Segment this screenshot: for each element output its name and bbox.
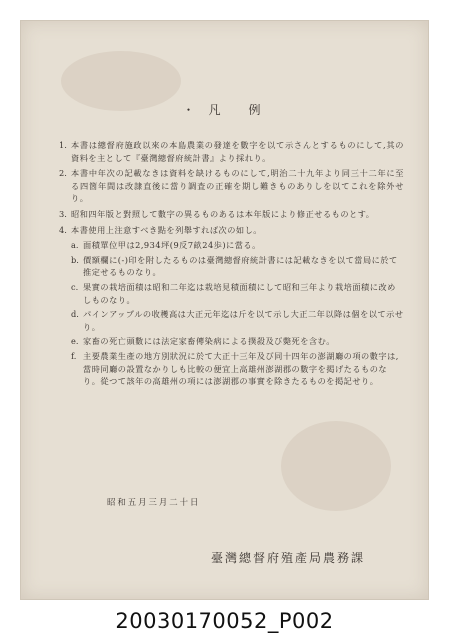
sub-note-mark: d. xyxy=(71,309,79,320)
sub-note-text: パインアップルの收穫高は大正元年迄は斤を以て示し大正二年以降は個を以て示せり。 xyxy=(83,309,404,332)
document-date: 昭和五月三月二十日 xyxy=(107,497,201,507)
note-number: 3. xyxy=(59,208,67,219)
sub-note-mark: e. xyxy=(71,336,79,347)
note-text: 本書中年次の記載なきは資料を缺けるものにして,明治二十九年より同三十二年に至る四箇年間は改隷直後に當り調査の正確を期し難きものありしを以てこれを除外せり。 xyxy=(71,168,404,204)
note-text: 本書は總督府施政以來の本島農業の發達を數字を以て示さんとするものにして,其の資料を主として『臺灣總督府統計書』より採れり。 xyxy=(71,140,404,163)
note-number: 2. xyxy=(59,168,67,179)
sub-note-text: 果實の栽培面積は昭和二年迄は栽培見積面積にして昭和三年より栽培面積に改めしものなり。 xyxy=(83,281,396,305)
note-text: 昭和四年版と對照して數字の異るものあるは本年版により修正せるものとす。 xyxy=(71,208,375,219)
sub-note-text: 家畜の死亡頭數には法定家畜傳染病による撲殺及び斃死を含む。 xyxy=(83,336,335,347)
document-issuer: 臺灣總督府殖產局農務課 xyxy=(211,551,366,565)
sub-note-text: 面積單位甲は2,934坪(9反7畝24歩)に當る。 xyxy=(83,240,261,251)
sub-note-mark: f. xyxy=(71,350,77,361)
note-number: 4. xyxy=(59,224,67,235)
sub-note-mark: a. xyxy=(71,240,79,251)
note-item xyxy=(59,139,404,164)
sub-note xyxy=(59,239,404,252)
title-dot: ・ xyxy=(182,103,203,117)
image-caption: 20030170052_P002 xyxy=(115,609,334,633)
sub-note-text: 價額欄に(-)印を附したるものは臺灣總督府統計書には記載なきを以て當局に於て推定せるものなり。 xyxy=(83,254,398,278)
note-item xyxy=(59,208,404,221)
document-title xyxy=(21,101,430,118)
note-item xyxy=(59,224,404,237)
sub-note xyxy=(59,335,404,348)
document-page xyxy=(20,20,429,600)
sub-note xyxy=(59,254,404,279)
sub-note xyxy=(59,350,404,388)
note-item xyxy=(59,167,404,205)
paper-stain xyxy=(281,421,391,511)
sub-note-mark: c. xyxy=(71,281,79,292)
note-text: 本書使用上注意すべき點を列舉すれば次の如し。 xyxy=(71,224,262,235)
sub-note-text: 主要農業生產の地方別狀況に於て大正十三年及び同十四年の澎湖廳の項の數字は,當時同廳の設置なかりしも比較の便宜上高雄州澎湖郡の數字を掲げたるものなり。從つて該年の高雄州の項には澎湖郡の事實を除きたるものを掲記せり。 xyxy=(83,350,399,387)
sub-note xyxy=(59,281,404,306)
sub-note-mark: b. xyxy=(71,254,79,265)
title-text: 凡 例 xyxy=(208,103,269,117)
notes-list xyxy=(59,139,404,388)
sub-note xyxy=(59,308,404,333)
note-number: 1. xyxy=(59,140,67,150)
